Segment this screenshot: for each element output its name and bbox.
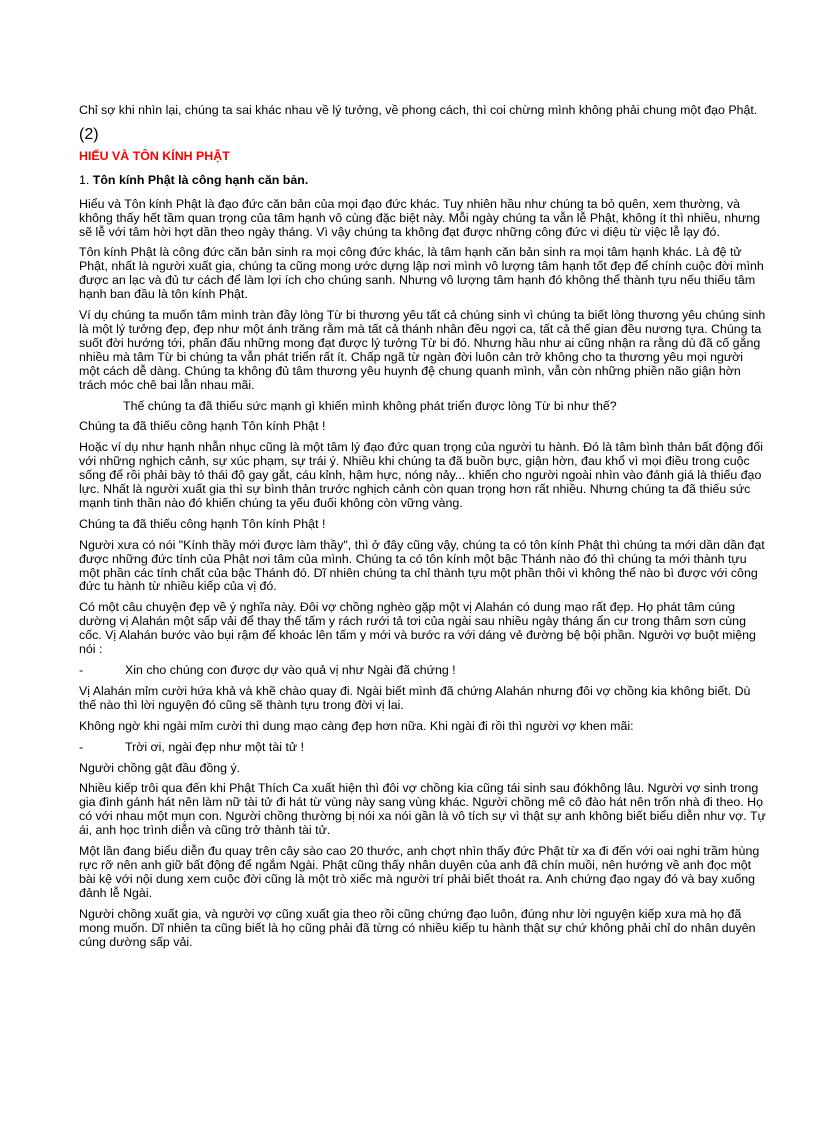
dash-text: Xin cho chúng con được dự vào quả vị như Ngài đã chứng ! bbox=[125, 663, 456, 677]
dash-text: Trời ơi, ngài đẹp như một tài tử ! bbox=[125, 739, 305, 754]
paragraph: Thế chúng ta đã thiếu sức mạnh gì khiến mình không phát triển được lòng Từ bi như thế? bbox=[123, 398, 617, 413]
subheading bbox=[79, 174, 767, 188]
paragraph: Người chồng gật đầu đồng ý. bbox=[79, 760, 241, 775]
intro-paragraph: Chỉ sợ khi nhìn lại, chúng ta sai khác nhau về lý tưởng, về phong cách, thì coi chừng mình không phải chung một đạo Phật. bbox=[79, 103, 758, 117]
section-number: (2) bbox=[79, 125, 99, 143]
dash-mark: - bbox=[79, 739, 84, 754]
subheading-number: 1. bbox=[79, 172, 90, 187]
paragraph: Người chồng xuất gia, và người vợ cũng xuất gia theo rồi cũng chứng đạo luôn, đúng như lời nguyện kiếp xưa mà họ đã mong muốn. Dĩ nhiên ta cũng biết là họ cũng phải đã từng có nhiều kiếp tu hành thật sự chứ không phải chỉ do nhân duyên cúng dường sấp vải. bbox=[79, 906, 756, 949]
paragraph: Một lần đang biểu diễn đu quay trên cây sào cao 20 thước, anh chợt nhìn thấy đức Phật từ xa đi đến với oai nghi trầm hùng rực rỡ nên anh giữ bất động để ngắm Ngài. Phật cũng thấy nhân duyên của anh đã chín muồi, nên hướng về anh đọc một bài kệ với nội dung xem cuộc đời cũng là một trò xiếc mà người trí phải biết thoát ra. Anh chứng đạo ngay đó và bay xuống đảnh lễ Ngài. bbox=[79, 844, 760, 900]
paragraph: Người xưa có nói "Kính thầy mới được làm thầy", thì ở đây cũng vậy, chúng ta có tôn kính Phật thì chúng ta mới dần dần đạt được những đức tính của Phật nơi tâm của mình. Chúng ta có tôn kính một bậc Thánh nào đó thì chúng ta mới thành tựu một phần các tính chất của bậc Thánh đó. Dĩ nhiên chúng ta chỉ thành tựu một phần thôi vì không thể nào bì được với công đức tu hành từ nhiều kiếp của vị đó. bbox=[79, 537, 765, 594]
document-body bbox=[79, 104, 767, 956]
paragraph: Hiểu và Tôn kính Phật là đạo đức căn bản của mọi đạo đức khác. Tuy nhiên hầu như chúng ta bỏ quên, xem thường, và không thấy hết tầm quan trọng của tâm hạnh vô cùng đặc biệt này. Mỗi ngày chúng ta vẫn lễ Phật, không ít thì nhiều, nhưng sẽ lễ với tâm hời hợt dần theo ngày tháng. Vì vậy chúng ta không đạt được những công đức vi diệu từ việc lễ lạy đó. bbox=[79, 196, 761, 239]
paragraph: Ví dụ chúng ta muốn tâm mình tràn đầy lòng Từ bi thương yêu tất cả chúng sinh vì chúng ta biết lòng thương yêu chúng sinh là một lý tưởng đẹp, đẹp như một ánh trăng rằm mà tất cả thánh nhân đều ngợi ca, tất cả thế gian đều nương tựa. Chúng ta suốt đời hướng tới, phấn đấu những mong đạt được lý tưởng Từ bi đó. Nhưng hầu như ai cũng nhận ra rằng dù đã cố gắng nhiều mà tâm Từ bi chúng ta vẫn phát triển rất ít. Chấp ngã từ ngàn đời luôn cản trở không cho ta thương yêu mọi người một cách dễ dàng. Chúng ta không đủ tâm thương yêu huynh đệ chung quanh mình, vẫn còn những phiền não giận hờn trách móc chê bai lẫn nhau mãi. bbox=[79, 308, 766, 392]
paragraph: Chúng ta đã thiếu công hạnh Tôn kính Phật ! bbox=[79, 419, 326, 434]
subheading-title: Tôn kính Phật là công hạnh căn bản. bbox=[92, 172, 309, 187]
paragraph: Tôn kính Phật là công đức căn bản sinh ra mọi công đức khác, là tâm hạnh căn bản sinh ra mọi tâm hạnh khác. Là đệ tử Phật, nhất là người xuất gia, chúng ta cũng mong ước dựng lập nơi mình vô lượng tâm hạnh tốt đẹp để chính cuộc đời mình được an lạc và đủ tư cách để làm lợi ích cho chúng sanh. Nhưng vô lượng tâm hạnh đó không thể thành tựu nếu thiếu tâm hạnh ban đầu là tôn kính Phật. bbox=[79, 245, 764, 302]
dash-mark: - bbox=[79, 663, 84, 677]
dash-item bbox=[79, 741, 767, 755]
paragraph: Vị Alahán mỉm cười hứa khả và khẽ chào quay đi. Ngài biết mình đã chứng Alahán nhưng đôi vợ chồng kia không biết. Dù thế nào thì lời nguyện đó cũng sẽ thành tựu trong đời vị lai. bbox=[79, 683, 751, 712]
paragraph: Có một câu chuyện đẹp về ý nghĩa này. Đôi vợ chồng nghèo gặp một vị Alahán có dung mạo rất đẹp. Họ phát tâm cúng dường vị Alahán một sấp vải để thay thế tấm y rách rưới tả tơi của ngài sau nhiều ngày tháng ẩn cư trong thâm sơn cùng cốc. Vị Alahán bước vào bụi rậm để khoác lên tấm y mới và bước ra với dáng vẻ đường bệ bội phần. Người vợ buột miệng nói : bbox=[79, 600, 756, 657]
dash-item bbox=[79, 664, 767, 678]
paragraph: Nhiều kiếp trôi qua đến khi Phật Thích Ca xuất hiện thì đôi vợ chồng kia cũng tái sinh sau đókhông lâu. Người vợ sinh trong gia đình gánh hát nên làm nữ tài tử đi hát từ vùng này sang vùng khác. Người chồng mê cô đào hát nên trốn nhà đi theo. Họ có với nhau một mụn con. Người chồng thường bị nói xa nói gần là vô tích sự vì thật sự anh không biết biểu diễn như vợ. Tự ái, anh học trình diễn và cũng trở thành tài tử. bbox=[79, 781, 766, 838]
paragraph: Không ngờ khi ngài mỉm cười thì dung mạo càng đẹp hơn nữa. Khi ngài đi rồi thì người vợ khen mãi: bbox=[79, 718, 634, 733]
paragraph: Chúng ta đã thiếu công hạnh Tôn kính Phật ! bbox=[79, 516, 326, 531]
paragraph: Hoặc ví dụ như hạnh nhẫn nhục cũng là một tâm lý đạo đức quan trọng của người tu hành. Đó là tâm bình thản bất động đối với những nghịch cảnh, sự xúc phạm, sự trái ý. Nhiều khi chúng ta đã buồn bực, giận hờn, đau khổ vì mọi điều trong cuộc sống để rồi phải bày tỏ thái độ gay gắt, cáu kỉnh, hậm hực, nóng nảy... khiến cho người ngoài nhìn vào đánh giá là thiếu đạo lực. Nhất là người xuất gia thì sự bình thản trước nghịch cảnh còn quan trọng hơn rất nhiều. Nhưng chúng ta đã thiếu sức mạnh tinh thần nào đó khiến chúng ta yếu đuối không còn vững vàng. bbox=[79, 440, 763, 510]
section-heading: HIẾU VÀ TÔN KÍNH PHẬT bbox=[79, 148, 230, 163]
